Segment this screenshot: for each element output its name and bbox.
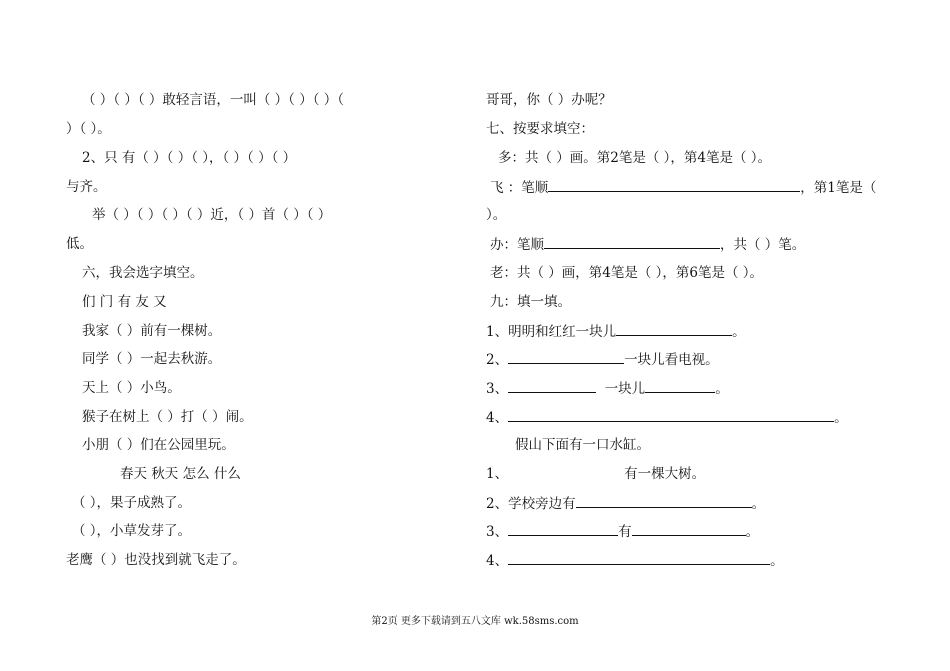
fill-4-tail: 。 <box>834 410 848 426</box>
section-6-title: 六，我会选字填空。 <box>82 265 204 281</box>
left-line-6: 低。 <box>66 236 93 252</box>
right-line-5-tail: ，共（ ）笔。 <box>720 237 806 253</box>
blank-line[interactable] <box>508 379 596 393</box>
word-bank-2: 春天 秋天 怎么 什么 <box>120 466 241 482</box>
blank-line[interactable] <box>645 379 715 393</box>
right-line-2: 多：共（ ）画。第2笔是（ ），第4笔是（ ）。 <box>498 150 772 166</box>
group-3-tail: 。 <box>745 524 760 540</box>
group-4-tail: 。 <box>770 553 784 569</box>
sentence-5: 小朋（ ）们在公园里玩。 <box>82 437 235 453</box>
fill-4-num: 4、 <box>486 410 509 426</box>
sentence-8: 老鹰（ ）也没找到就飞走了。 <box>66 552 246 568</box>
blank-line[interactable] <box>576 494 752 508</box>
left-line-4: 与齐。 <box>66 179 107 195</box>
sentence-1: 我家（ ）前有一棵树。 <box>82 323 222 339</box>
fill-2-text: 一块儿看电视。 <box>624 352 719 368</box>
fill-3-num: 3、 <box>486 381 509 397</box>
blank-line[interactable] <box>508 408 834 422</box>
group-3-num: 3、 <box>486 524 509 540</box>
stroke-order-label-ban: 办：笔顺 <box>490 237 544 253</box>
left-line-2: ）（ ）。 <box>66 121 111 137</box>
fill-3-text: 一块儿 <box>604 381 646 397</box>
fill-4 <box>486 408 848 427</box>
left-line-1: （ ）（ ）（ ）敢轻言语，一叫（ ）（ ）（ ）（ <box>82 92 344 108</box>
sentence-2: 同学（ ）一起去秋游。 <box>82 351 222 367</box>
group-3 <box>486 522 759 541</box>
page-footer: 第2页 更多下载请到五八文库 wk.58sms.com <box>371 616 579 627</box>
fill-3-tail: 。 <box>715 381 729 397</box>
group-4 <box>486 551 784 570</box>
group-3-text: 有 <box>618 524 632 540</box>
fill-2-num: 2、 <box>486 352 509 368</box>
group-2-text: 2、学校旁边有 <box>486 496 576 512</box>
stroke-order-label-fei: 飞 ：笔顺 <box>490 180 549 196</box>
group-1-text: 有一棵大树。 <box>624 466 706 482</box>
fill-1 <box>486 322 746 341</box>
fill-1-tail: 。 <box>732 324 746 340</box>
group-1-num: 1、 <box>486 466 509 482</box>
fill-2 <box>486 350 719 369</box>
word-bank-1: 们 门 有 友 又 <box>82 294 167 310</box>
group-1 <box>486 465 705 483</box>
right-line-5 <box>490 235 805 254</box>
sentence-4: 猴子在树上（ ）打（ ）闹。 <box>82 409 253 425</box>
right-line-1: 哥哥，你（ ）办呢？ <box>486 92 612 108</box>
sentence-6: （ ），果子成熟了。 <box>72 495 192 511</box>
right-line-3-tail: ，第1笔是（ <box>800 180 877 196</box>
fill-1-text: 1、明明和红红一块儿 <box>486 324 617 340</box>
blank-line[interactable] <box>508 350 624 364</box>
left-line-5: 举（ ）（ ）（ ）（ ）近，（ ）首（ ）（ ） <box>92 207 332 223</box>
fill-3 <box>486 379 729 398</box>
right-line-3 <box>490 178 876 197</box>
blank-line[interactable] <box>508 522 618 536</box>
blank-line[interactable] <box>508 551 770 565</box>
blank-line[interactable] <box>632 522 746 536</box>
blank-line[interactable] <box>548 178 800 192</box>
sentence-3: 天上（ ）小鸟。 <box>82 380 181 396</box>
section-7-title: 七、按要求填空： <box>486 121 594 137</box>
left-line-3: 2、只 有（ ）（ ）（ ），（ ）（ ）（ ） <box>82 150 297 166</box>
right-line-6: 老：共（ ）画，第4笔是（ ），第6笔是（ ）。 <box>490 265 764 281</box>
group-2 <box>486 494 765 513</box>
blank-line[interactable] <box>616 322 732 336</box>
sentence-7: （ ），小草发芽了。 <box>72 523 192 539</box>
blank-line[interactable] <box>544 235 720 249</box>
section-9-title: 九：填一填。 <box>490 294 571 310</box>
example-sentence: 假山下面有一口水缸。 <box>515 437 650 453</box>
group-4-num: 4、 <box>486 553 509 569</box>
group-2-tail: 。 <box>751 496 766 512</box>
right-line-4: ）。 <box>486 207 507 223</box>
